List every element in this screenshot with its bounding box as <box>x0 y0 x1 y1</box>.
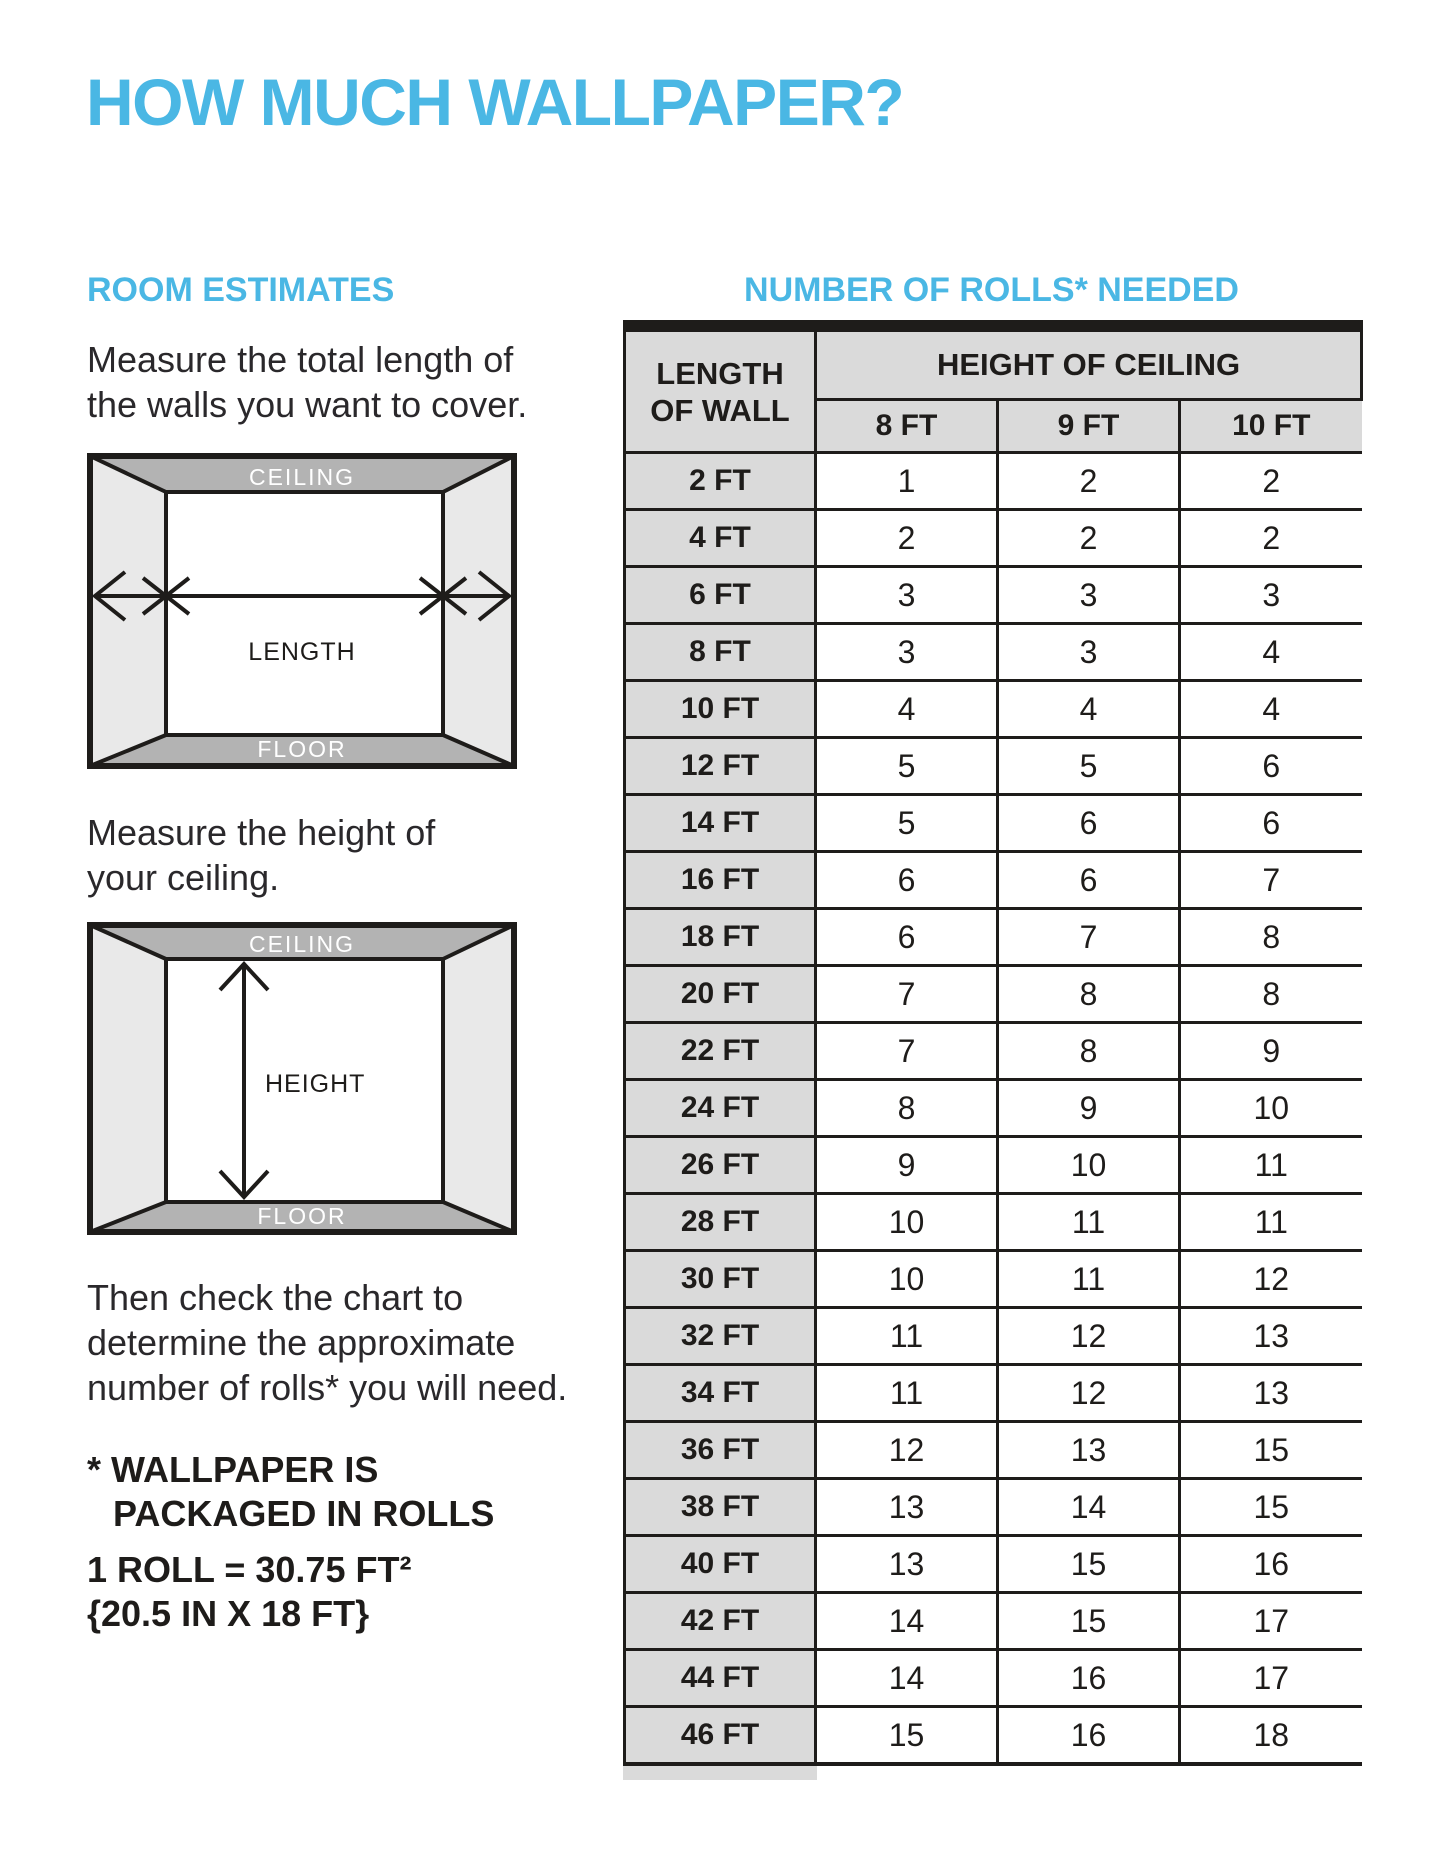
rolls-value: 13 <box>1180 1365 1362 1422</box>
rolls-value: 12 <box>1180 1251 1362 1308</box>
wall-length-label: 4 FT <box>625 510 816 567</box>
table-footer-stub <box>623 1766 817 1780</box>
rolls-table-heading: NUMBER OF ROLLS* NEEDED <box>744 271 1239 309</box>
ceiling-label: CEILING <box>248 931 356 957</box>
rolls-value: 13 <box>998 1422 1180 1479</box>
table-row <box>625 852 1362 909</box>
rolls-value: 14 <box>816 1650 998 1707</box>
rolls-value: 4 <box>816 681 998 738</box>
rolls-value: 3 <box>816 624 998 681</box>
back-wall <box>166 492 443 735</box>
text-line: PACKAGED IN ROLLS <box>113 1493 495 1534</box>
rolls-table-section <box>623 320 1360 1780</box>
rolls-value: 9 <box>816 1137 998 1194</box>
text-line: {20.5 IN X 18 FT} <box>87 1593 370 1634</box>
rolls-value: 1 <box>816 453 998 510</box>
rolls-value: 3 <box>1180 567 1362 624</box>
wall-length-label: 16 FT <box>625 852 816 909</box>
table-row <box>625 738 1362 795</box>
text-line: * WALLPAPER IS <box>87 1449 379 1490</box>
table-row <box>625 510 1362 567</box>
wall-length-label: 38 FT <box>625 1479 816 1536</box>
rolls-value: 12 <box>998 1365 1180 1422</box>
table-row <box>625 681 1362 738</box>
text-line: your ceiling. <box>87 857 280 898</box>
rolls-value: 6 <box>998 852 1180 909</box>
rolls-value: 12 <box>998 1308 1180 1365</box>
wall-length-label: 20 FT <box>625 966 816 1023</box>
height-label: HEIGHT <box>265 1070 366 1098</box>
rolls-value: 8 <box>816 1080 998 1137</box>
rolls-value: 16 <box>1180 1536 1362 1593</box>
rolls-value: 4 <box>1180 681 1362 738</box>
ceiling-height-column-header: 9 FT <box>998 400 1180 453</box>
rolls-value: 2 <box>998 453 1180 510</box>
rolls-value: 10 <box>816 1194 998 1251</box>
rolls-value: 15 <box>816 1707 998 1765</box>
table-row <box>625 624 1362 681</box>
rolls-value: 16 <box>998 1707 1180 1765</box>
table-row <box>625 1650 1362 1707</box>
table-row <box>625 1365 1362 1422</box>
rolls-value: 8 <box>1180 966 1362 1023</box>
rolls-value: 6 <box>1180 795 1362 852</box>
table-row <box>625 1308 1362 1365</box>
rolls-value: 8 <box>998 1023 1180 1080</box>
wall-length-label: 6 FT <box>625 567 816 624</box>
text-line: OF WALL <box>650 392 790 428</box>
rolls-value: 16 <box>998 1650 1180 1707</box>
wall-length-label: 40 FT <box>625 1536 816 1593</box>
rolls-value: 12 <box>816 1422 998 1479</box>
rolls-value: 7 <box>816 1023 998 1080</box>
text-line: number of rolls* you will need. <box>87 1367 568 1408</box>
rolls-value: 8 <box>998 966 1180 1023</box>
rolls-value: 11 <box>816 1308 998 1365</box>
rolls-value: 10 <box>998 1137 1180 1194</box>
rolls-value: 4 <box>998 681 1180 738</box>
text-line: determine the approximate <box>87 1322 516 1363</box>
rolls-value: 8 <box>1180 909 1362 966</box>
wall-length-label: 22 FT <box>625 1023 816 1080</box>
table-row <box>625 453 1362 510</box>
floor-label: FLOOR <box>257 736 347 762</box>
wall-length-label: 10 FT <box>625 681 816 738</box>
packaged-in-rolls-note <box>87 1448 494 1536</box>
rolls-value: 2 <box>1180 453 1362 510</box>
rolls-value: 3 <box>998 624 1180 681</box>
rolls-value: 15 <box>998 1593 1180 1650</box>
rolls-value: 11 <box>1180 1137 1362 1194</box>
rolls-value: 2 <box>998 510 1180 567</box>
rolls-value: 13 <box>816 1536 998 1593</box>
rolls-value: 6 <box>816 852 998 909</box>
rolls-value: 6 <box>998 795 1180 852</box>
header-row-ceiling <box>625 326 1362 400</box>
wall-length-label: 28 FT <box>625 1194 816 1251</box>
table-row <box>625 909 1362 966</box>
roll-size-note <box>87 1548 411 1636</box>
wall-length-label: 12 FT <box>625 738 816 795</box>
table-row <box>625 1080 1362 1137</box>
table-row <box>625 1422 1362 1479</box>
rolls-value: 6 <box>816 909 998 966</box>
rolls-value: 15 <box>1180 1479 1362 1536</box>
room-estimates-heading: ROOM ESTIMATES <box>87 271 395 309</box>
text-line: 1 ROLL = 30.75 FT² <box>87 1549 412 1590</box>
wall-length-label: 30 FT <box>625 1251 816 1308</box>
table-row <box>625 795 1362 852</box>
wall-length-label: 46 FT <box>625 1707 816 1765</box>
rolls-value: 15 <box>998 1536 1180 1593</box>
rolls-value: 13 <box>816 1479 998 1536</box>
wall-length-label: 8 FT <box>625 624 816 681</box>
table-row <box>625 966 1362 1023</box>
rolls-value: 2 <box>1180 510 1362 567</box>
rolls-value: 6 <box>1180 738 1362 795</box>
table-row <box>625 1593 1362 1650</box>
page-title: HOW MUCH WALLPAPER? <box>86 65 904 139</box>
rolls-value: 10 <box>816 1251 998 1308</box>
check-chart-text <box>87 1275 567 1410</box>
rolls-value: 7 <box>816 966 998 1023</box>
length-of-wall-header <box>625 326 816 453</box>
wall-length-label: 42 FT <box>625 1593 816 1650</box>
measure-length-text <box>87 337 527 427</box>
wall-length-label: 32 FT <box>625 1308 816 1365</box>
rolls-value: 11 <box>998 1251 1180 1308</box>
wall-length-label: 2 FT <box>625 453 816 510</box>
floor-label: FLOOR <box>257 1203 347 1229</box>
wall-length-label: 44 FT <box>625 1650 816 1707</box>
rolls-value: 17 <box>1180 1593 1362 1650</box>
rolls-value: 9 <box>998 1080 1180 1137</box>
text-line: Then check the chart to <box>87 1277 464 1318</box>
text-line: the walls you want to cover. <box>87 384 528 425</box>
table-row <box>625 1251 1362 1308</box>
rolls-table-body <box>625 453 1362 1765</box>
text-line: Measure the total length of <box>87 339 514 380</box>
height-of-ceiling-header: HEIGHT OF CEILING <box>816 326 1362 400</box>
rolls-value: 9 <box>1180 1023 1362 1080</box>
wall-length-label: 36 FT <box>625 1422 816 1479</box>
wall-length-label: 24 FT <box>625 1080 816 1137</box>
left-wall <box>90 925 166 1232</box>
rolls-value: 11 <box>998 1194 1180 1251</box>
wall-length-label: 26 FT <box>625 1137 816 1194</box>
text-line: LENGTH <box>656 355 784 391</box>
text-line: Measure the height of <box>87 812 436 853</box>
rolls-value: 14 <box>816 1593 998 1650</box>
ceiling-label: CEILING <box>248 464 356 490</box>
rolls-value: 5 <box>816 795 998 852</box>
ceiling-height-column-header: 10 FT <box>1180 400 1362 453</box>
length-label: LENGTH <box>248 638 356 666</box>
rolls-value: 3 <box>998 567 1180 624</box>
rolls-value: 5 <box>816 738 998 795</box>
left-wall <box>90 456 166 766</box>
wall-length-label: 34 FT <box>625 1365 816 1422</box>
measure-height-text <box>87 810 435 900</box>
rolls-value: 7 <box>998 909 1180 966</box>
room-height-diagram <box>87 922 517 1235</box>
rolls-value: 10 <box>1180 1080 1362 1137</box>
rolls-value: 4 <box>1180 624 1362 681</box>
table-row <box>625 1479 1362 1536</box>
rolls-value: 18 <box>1180 1707 1362 1765</box>
rolls-value: 11 <box>1180 1194 1362 1251</box>
rolls-value: 11 <box>816 1365 998 1422</box>
table-row <box>625 1194 1362 1251</box>
table-row <box>625 1707 1362 1765</box>
table-row <box>625 1023 1362 1080</box>
table-row <box>625 1137 1362 1194</box>
rolls-value: 3 <box>816 567 998 624</box>
right-wall <box>443 456 514 766</box>
rolls-table <box>623 320 1363 1766</box>
wall-length-label: 18 FT <box>625 909 816 966</box>
table-row <box>625 567 1362 624</box>
rolls-value: 5 <box>998 738 1180 795</box>
rolls-value: 7 <box>1180 852 1362 909</box>
wall-length-label: 14 FT <box>625 795 816 852</box>
rolls-value: 2 <box>816 510 998 567</box>
rolls-value: 14 <box>998 1479 1180 1536</box>
table-row <box>625 1536 1362 1593</box>
ceiling-height-column-header: 8 FT <box>816 400 998 453</box>
rolls-value: 15 <box>1180 1422 1362 1479</box>
rolls-value: 13 <box>1180 1308 1362 1365</box>
right-wall <box>443 925 514 1232</box>
room-length-diagram <box>87 453 517 769</box>
rolls-value: 17 <box>1180 1650 1362 1707</box>
